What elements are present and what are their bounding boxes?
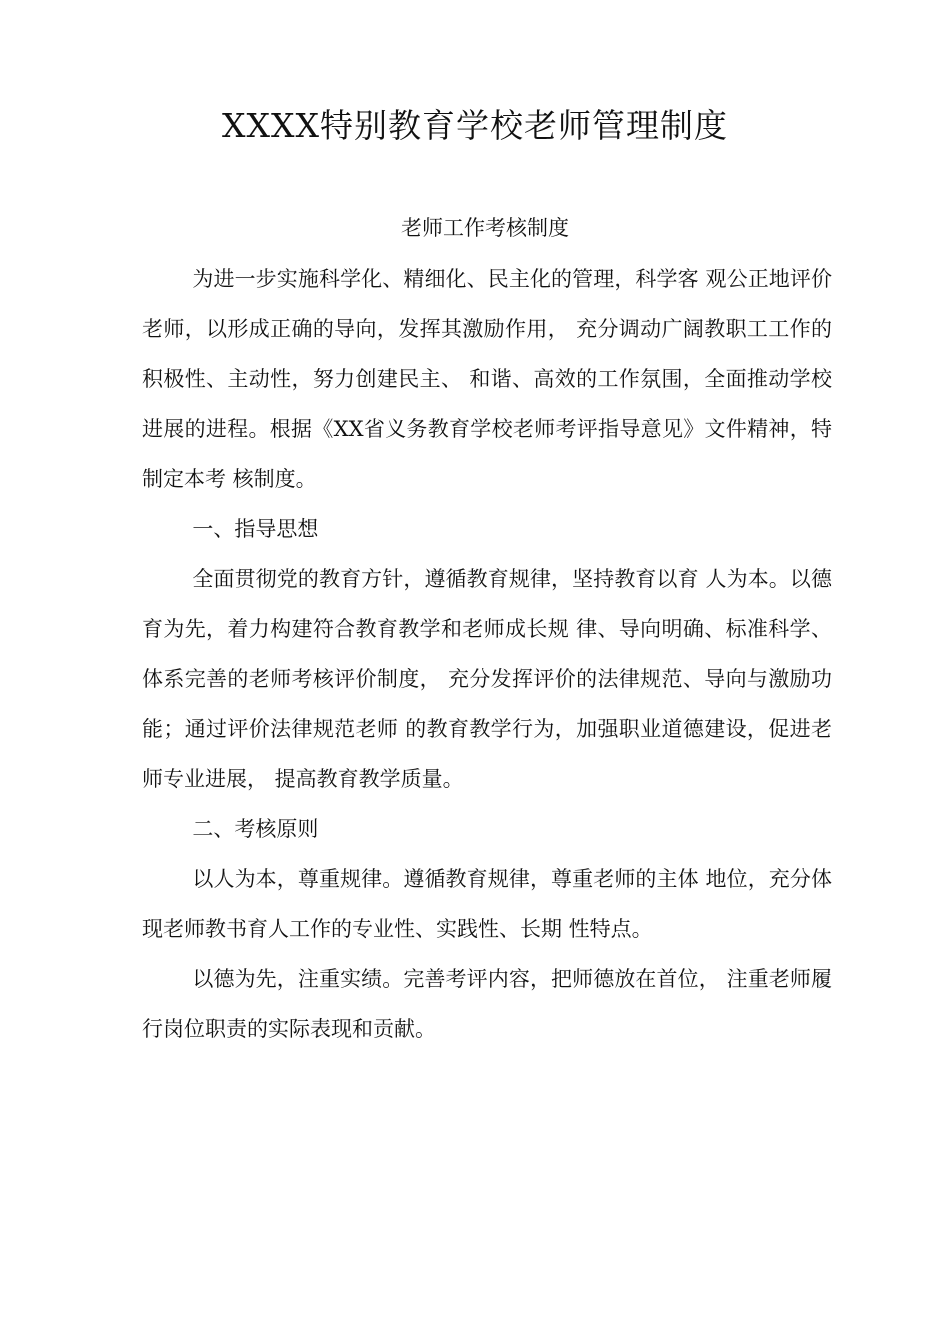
paragraph-intro: 为进一步实施科学化、精细化、民主化的管理，科学客 观公正地评价老师，以形成正确的导向，发挥其激励作用， 充分调动广阔教职工工作的积极性、主动性，努力创建民主、 和谐、高效的工作氛围，全面推动学校进展的进程。根据《XX省义务教育学校老师考评指导意见》文件精神，特制定本考 核制度。 [142,267,832,491]
paragraph-guiding-ideology: 全面贯彻党的教育方针，遵循教育规律，坚持教育以育 人为本。以德育为先，着力构建符合教育教学和老师成长规 律、导向明确、标准科学、体系完善的老师考核评价制度， 充分发挥评价的法律规范、导向与激励功能；通过评价法律规范老师 的教育教学行为，加强职业道德建设，促进老师专业进展， 提高教育教学质量。 [142,567,832,791]
heading-assessment-principles: 二、考核原则 [192,817,319,841]
paragraph-principle-virtue-first: 以德为先，注重实绩。完善考评内容，把师德放在首位， 注重老师履行岗位职责的实际表现和贡献。 [142,967,832,1041]
document-body [142,254,832,1054]
section-title: 老师工作考核制度 [401,216,569,240]
paragraph-principle-people-oriented: 以人为本，尊重规律。遵循教育规律，尊重老师的主体 地位，充分体现老师教书育人工作的专业性、实践性、长期 性特点。 [142,867,832,941]
document-title: XXXX特别教育学校老师管理制度 [222,106,728,145]
heading-guiding-ideology: 一、指导思想 [192,517,319,541]
